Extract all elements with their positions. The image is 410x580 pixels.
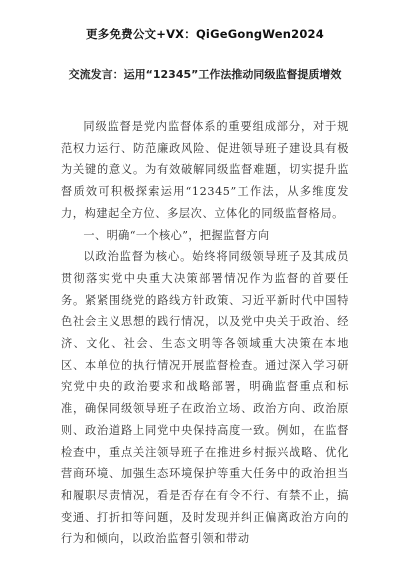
section-heading: 一、明确“一个核心”，把握监督方向 xyxy=(83,228,270,242)
intro-paragraph: 同级监督是党内监督体系的重要组成部分，对于规范权力运行、防范廉政风险、促进领导班子建设具有极为关键的意义。为有效破解同级监督难题，切实提升监督质效可积极探索运用“12345”工作法，从多维度发力，构建起全方位、多层次、立体化的同级监督格局。 xyxy=(61,120,349,220)
document-title: 交流发言：运用“12345”工作法推动同级监督提质增效 xyxy=(68,68,342,81)
section-paragraph: 以政治监督为核心。始终将同级领导班子及其成员贯彻落实党中央重大决策部署情况作为监督的首要任务。紧紧围绕党的路线方针政策、习近平新时代中国特色社会主义思想的践行情况，以及党中央关于政治、经济、文化、社会、生态文明等各领域重大决策在本地区、本单位的执行情况开展监督检查。通过深入学习研究党中央的政治要求和战略部署，明确监督重点和标准，确保同级领导班子在政治立场、政治方向、政治原则、政治道路上同党中央保持高度一致。例如，在监督检查中，重点关注领导班子在推进乡村振兴战略、优化营商环境、加强生态环境保护等重大任务中的政治担当和履职尽责情况，看是否存在有令不行、有禁不止，搞变通、打折扣等问题，及时发现并纠正偏离政治方向的行为和倾向，以政治监督引领和带动 xyxy=(61,250,349,546)
document-body xyxy=(61,116,349,550)
promo-header: 更多免费公文+VX：QiGeGongWen2024 xyxy=(86,27,324,41)
